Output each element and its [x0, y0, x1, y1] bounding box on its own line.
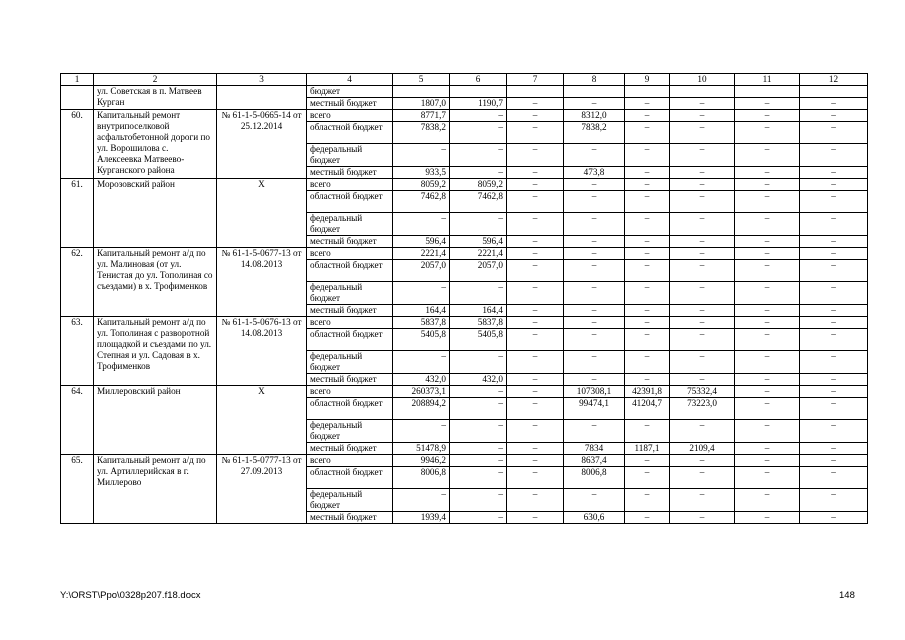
column-header-12: 12 [800, 74, 868, 86]
table-row [61, 86, 868, 98]
value-cell: 1807,0 [393, 98, 450, 110]
value-cell: – [625, 248, 670, 260]
value-cell: – [670, 317, 735, 329]
value-cell: – [735, 386, 800, 398]
value-cell: 2109,4 [670, 443, 735, 455]
value-cell: 42391,8 [625, 386, 670, 398]
value-cell: 5405,8 [450, 329, 507, 351]
value-cell: – [800, 213, 868, 236]
value-cell: – [564, 329, 625, 351]
value-cell: – [735, 443, 800, 455]
value-cell: – [507, 248, 564, 260]
value-cell [625, 86, 670, 98]
value-cell: – [670, 512, 735, 524]
value-cell: – [450, 489, 507, 512]
value-cell: – [800, 122, 868, 144]
column-header-5: 5 [393, 74, 450, 86]
budget-type-cell: федеральный бюджет [307, 420, 393, 443]
value-cell: – [735, 260, 800, 282]
file-path: Y:\ORST\Ppo\0328p207.f18.docx [60, 590, 201, 601]
budget-type-cell: областной бюджет [307, 122, 393, 144]
value-cell: – [735, 467, 800, 489]
column-header-9: 9 [625, 74, 670, 86]
table-row [61, 248, 868, 260]
value-cell: – [735, 213, 800, 236]
value-cell: 7462,8 [393, 191, 450, 213]
value-cell: 7834 [564, 443, 625, 455]
value-cell: – [625, 98, 670, 110]
value-cell: – [625, 374, 670, 386]
value-cell: – [800, 248, 868, 260]
column-header-6: 6 [450, 74, 507, 86]
value-cell: 2057,0 [393, 260, 450, 282]
value-cell: – [800, 98, 868, 110]
item-number-cell [61, 86, 94, 110]
value-cell: 208894,2 [393, 398, 450, 420]
value-cell: 7838,2 [393, 122, 450, 144]
value-cell: 99474,1 [564, 398, 625, 420]
table-row [61, 110, 868, 122]
value-cell: – [507, 351, 564, 374]
item-number-cell: 60. [61, 110, 94, 179]
value-cell: – [735, 167, 800, 179]
value-cell: – [670, 179, 735, 191]
item-name-cell: Капитальный ремонт внутрипоселковой асфальтобетонной дороги по ул. Ворошилова с. Алексеевка Матвеево-Курганского района [94, 110, 217, 179]
value-cell: – [735, 282, 800, 305]
value-cell: 7462,8 [450, 191, 507, 213]
value-cell: – [393, 489, 450, 512]
value-cell [564, 86, 625, 98]
value-cell: – [564, 179, 625, 191]
value-cell: 8312,0 [564, 110, 625, 122]
value-cell: 432,0 [393, 374, 450, 386]
value-cell: – [507, 260, 564, 282]
value-cell: – [625, 329, 670, 351]
value-cell: – [735, 179, 800, 191]
budget-type-cell: областной бюджет [307, 260, 393, 282]
value-cell: – [507, 455, 564, 467]
value-cell: – [670, 191, 735, 213]
column-header-4: 4 [307, 74, 393, 86]
budget-type-cell: местный бюджет [307, 98, 393, 110]
value-cell: 5837,8 [450, 317, 507, 329]
column-header-3: 3 [217, 74, 307, 86]
item-name-cell: Капитальный ремонт а/д по ул. Артиллерийская в г. Миллерово [94, 455, 217, 524]
value-cell: – [800, 398, 868, 420]
item-name-cell: Морозовский район [94, 179, 217, 248]
value-cell: 107308,1 [564, 386, 625, 398]
value-cell: – [625, 191, 670, 213]
value-cell: – [800, 317, 868, 329]
value-cell: 8637,4 [564, 455, 625, 467]
value-cell: – [735, 191, 800, 213]
value-cell: – [564, 98, 625, 110]
value-cell: – [564, 351, 625, 374]
value-cell: – [507, 110, 564, 122]
value-cell: – [507, 467, 564, 489]
value-cell: – [564, 213, 625, 236]
value-cell: – [735, 455, 800, 467]
value-cell: – [670, 489, 735, 512]
value-cell: 1190,7 [450, 98, 507, 110]
budget-type-cell: областной бюджет [307, 329, 393, 351]
value-cell: 596,4 [393, 236, 450, 248]
value-cell: – [625, 489, 670, 512]
value-cell: – [507, 386, 564, 398]
table-body [61, 86, 868, 524]
item-number-cell: 64. [61, 386, 94, 455]
value-cell: – [670, 260, 735, 282]
value-cell: – [670, 167, 735, 179]
value-cell: – [800, 386, 868, 398]
value-cell: – [564, 489, 625, 512]
value-cell: – [450, 512, 507, 524]
value-cell: – [564, 144, 625, 167]
value-cell: – [507, 489, 564, 512]
value-cell: – [450, 213, 507, 236]
budget-type-cell: всего [307, 386, 393, 398]
value-cell: 164,4 [450, 305, 507, 317]
value-cell: – [800, 489, 868, 512]
value-cell: – [393, 144, 450, 167]
value-cell: – [800, 179, 868, 191]
value-cell [735, 86, 800, 98]
value-cell: – [735, 98, 800, 110]
value-cell: – [735, 420, 800, 443]
value-cell: – [625, 467, 670, 489]
column-header-10: 10 [670, 74, 735, 86]
table-row [61, 455, 868, 467]
value-cell: – [450, 282, 507, 305]
value-cell: – [800, 443, 868, 455]
value-cell: – [735, 236, 800, 248]
value-cell: – [800, 236, 868, 248]
value-cell: 933,5 [393, 167, 450, 179]
value-cell: – [735, 122, 800, 144]
value-cell: – [800, 329, 868, 351]
item-number-cell: 62. [61, 248, 94, 317]
value-cell: – [670, 248, 735, 260]
value-cell: – [625, 305, 670, 317]
item-doc-cell: Х [217, 179, 307, 248]
value-cell: – [450, 386, 507, 398]
value-cell: 630,6 [564, 512, 625, 524]
value-cell: – [564, 317, 625, 329]
value-cell: – [564, 374, 625, 386]
value-cell: – [625, 512, 670, 524]
value-cell: 1187,1 [625, 443, 670, 455]
item-doc-cell: № 61-1-5-0665-14 от 25.12.2014 [217, 110, 307, 179]
value-cell: – [564, 282, 625, 305]
budget-type-cell: местный бюджет [307, 374, 393, 386]
value-cell: 41204,7 [625, 398, 670, 420]
value-cell: – [450, 110, 507, 122]
budget-type-cell: бюджет [307, 86, 393, 98]
value-cell: 2057,0 [450, 260, 507, 282]
budget-type-cell: всего [307, 110, 393, 122]
value-cell: – [507, 317, 564, 329]
value-cell: – [450, 167, 507, 179]
value-cell: 2221,4 [450, 248, 507, 260]
value-cell: – [625, 110, 670, 122]
budget-type-cell: всего [307, 455, 393, 467]
budget-type-cell: федеральный бюджет [307, 213, 393, 236]
item-doc-cell [217, 86, 307, 110]
value-cell: – [625, 213, 670, 236]
value-cell: – [450, 144, 507, 167]
value-cell: – [393, 213, 450, 236]
value-cell: – [735, 374, 800, 386]
item-doc-cell: № 61-1-5-0777-13 от 27.09.2013 [217, 455, 307, 524]
value-cell: – [450, 467, 507, 489]
item-name-cell: Капитальный ремонт а/д по ул. Тополиная с разворотной площадкой и съездами по ул. Степная и ул. Садовая в х. Трофименков [94, 317, 217, 386]
value-cell: – [800, 167, 868, 179]
table-row [61, 317, 868, 329]
item-number-cell: 63. [61, 317, 94, 386]
value-cell: – [800, 260, 868, 282]
value-cell: 8059,2 [393, 179, 450, 191]
value-cell: 164,4 [393, 305, 450, 317]
budget-type-cell: всего [307, 317, 393, 329]
value-cell: – [625, 260, 670, 282]
value-cell [507, 86, 564, 98]
value-cell: – [564, 420, 625, 443]
value-cell: – [625, 282, 670, 305]
value-cell: – [670, 144, 735, 167]
value-cell: – [507, 512, 564, 524]
value-cell: – [670, 455, 735, 467]
value-cell: – [450, 398, 507, 420]
value-cell: – [735, 144, 800, 167]
value-cell: – [735, 305, 800, 317]
value-cell: – [507, 443, 564, 455]
item-number-cell: 61. [61, 179, 94, 248]
value-cell: 75332,4 [670, 386, 735, 398]
item-name-cell: Капитальный ремонт а/д по ул. Малиновая (от ул. Тенистая до ул. Тополиная со съездами) в х. Трофименков [94, 248, 217, 317]
value-cell: – [670, 374, 735, 386]
budget-type-cell: местный бюджет [307, 305, 393, 317]
item-number-cell: 65. [61, 455, 94, 524]
column-header-7: 7 [507, 74, 564, 86]
value-cell: – [507, 305, 564, 317]
value-cell [450, 86, 507, 98]
value-cell: – [450, 455, 507, 467]
value-cell: 5405,8 [393, 329, 450, 351]
value-cell: – [670, 122, 735, 144]
value-cell: – [735, 248, 800, 260]
value-cell: – [450, 420, 507, 443]
value-cell: 8006,8 [564, 467, 625, 489]
value-cell: – [670, 351, 735, 374]
value-cell: 7838,2 [564, 122, 625, 144]
value-cell: – [393, 282, 450, 305]
value-cell: – [800, 420, 868, 443]
value-cell: – [670, 213, 735, 236]
value-cell: – [450, 122, 507, 144]
value-cell: – [670, 282, 735, 305]
value-cell: – [507, 420, 564, 443]
value-cell: 8771,7 [393, 110, 450, 122]
value-cell: – [564, 305, 625, 317]
budget-type-cell: федеральный бюджет [307, 489, 393, 512]
column-header-1: 1 [61, 74, 94, 86]
value-cell: 260373,1 [393, 386, 450, 398]
budget-type-cell: федеральный бюджет [307, 351, 393, 374]
value-cell: – [800, 351, 868, 374]
value-cell [670, 86, 735, 98]
value-cell: – [735, 351, 800, 374]
item-doc-cell: № 61-1-5-0676-13 от 14.08.2013 [217, 317, 307, 386]
value-cell: – [670, 329, 735, 351]
value-cell: – [507, 191, 564, 213]
value-cell: – [670, 305, 735, 317]
value-cell: – [670, 98, 735, 110]
value-cell: – [800, 467, 868, 489]
item-doc-cell: Х [217, 386, 307, 455]
value-cell: – [735, 110, 800, 122]
value-cell: – [625, 122, 670, 144]
page-number: 148 [839, 590, 855, 601]
value-cell: – [564, 260, 625, 282]
budget-type-cell: местный бюджет [307, 512, 393, 524]
value-cell: – [450, 443, 507, 455]
value-cell: – [564, 248, 625, 260]
column-header-2: 2 [94, 74, 217, 86]
value-cell: 8006,8 [393, 467, 450, 489]
item-name-cell: Миллеровский район [94, 386, 217, 455]
value-cell: – [507, 122, 564, 144]
value-cell: – [507, 282, 564, 305]
value-cell: – [670, 236, 735, 248]
budget-type-cell: местный бюджет [307, 167, 393, 179]
item-name-cell: ул. Советская в п. Матвеев Курган [94, 86, 217, 110]
value-cell: – [625, 144, 670, 167]
value-cell: – [507, 179, 564, 191]
value-cell: 473,8 [564, 167, 625, 179]
value-cell: – [507, 329, 564, 351]
budget-type-cell: областной бюджет [307, 191, 393, 213]
value-cell: – [507, 98, 564, 110]
budget-table [60, 73, 868, 524]
value-cell: – [625, 351, 670, 374]
value-cell [393, 86, 450, 98]
value-cell: – [800, 374, 868, 386]
column-header-8: 8 [564, 74, 625, 86]
value-cell: – [564, 191, 625, 213]
item-doc-cell: № 61-1-5-0677-13 от 14.08.2013 [217, 248, 307, 317]
budget-type-cell: всего [307, 179, 393, 191]
table-row [61, 386, 868, 398]
value-cell: – [507, 213, 564, 236]
budget-type-cell: федеральный бюджет [307, 282, 393, 305]
budget-type-cell: местный бюджет [307, 443, 393, 455]
value-cell: – [800, 191, 868, 213]
value-cell: – [625, 167, 670, 179]
value-cell: 9946,2 [393, 455, 450, 467]
value-cell: 73223,0 [670, 398, 735, 420]
value-cell: – [800, 144, 868, 167]
value-cell: – [735, 512, 800, 524]
table-row [61, 179, 868, 191]
value-cell: – [393, 351, 450, 374]
value-cell: 5837,8 [393, 317, 450, 329]
value-cell: – [625, 317, 670, 329]
budget-type-cell: областной бюджет [307, 398, 393, 420]
value-cell: – [625, 236, 670, 248]
value-cell: – [735, 329, 800, 351]
value-cell: – [507, 144, 564, 167]
value-cell [800, 86, 868, 98]
value-cell: – [507, 236, 564, 248]
value-cell: – [393, 420, 450, 443]
value-cell: 51478,9 [393, 443, 450, 455]
value-cell: – [564, 236, 625, 248]
value-cell: 432,0 [450, 374, 507, 386]
column-number-header [61, 74, 868, 86]
value-cell: – [670, 110, 735, 122]
value-cell: 8059,2 [450, 179, 507, 191]
value-cell: 1939,4 [393, 512, 450, 524]
value-cell: – [625, 179, 670, 191]
value-cell: 2221,4 [393, 248, 450, 260]
value-cell: – [735, 398, 800, 420]
value-cell: – [670, 420, 735, 443]
value-cell: – [670, 467, 735, 489]
value-cell: 596,4 [450, 236, 507, 248]
value-cell: – [625, 455, 670, 467]
value-cell: – [800, 305, 868, 317]
value-cell: – [735, 317, 800, 329]
value-cell: – [625, 420, 670, 443]
budget-type-cell: областной бюджет [307, 467, 393, 489]
budget-type-cell: местный бюджет [307, 236, 393, 248]
budget-type-cell: федеральный бюджет [307, 144, 393, 167]
value-cell: – [800, 512, 868, 524]
value-cell: – [507, 398, 564, 420]
value-cell: – [450, 351, 507, 374]
value-cell: – [735, 489, 800, 512]
value-cell: – [800, 110, 868, 122]
value-cell: – [507, 374, 564, 386]
value-cell: – [507, 167, 564, 179]
value-cell: – [800, 455, 868, 467]
column-header-11: 11 [735, 74, 800, 86]
value-cell: – [800, 282, 868, 305]
budget-type-cell: всего [307, 248, 393, 260]
